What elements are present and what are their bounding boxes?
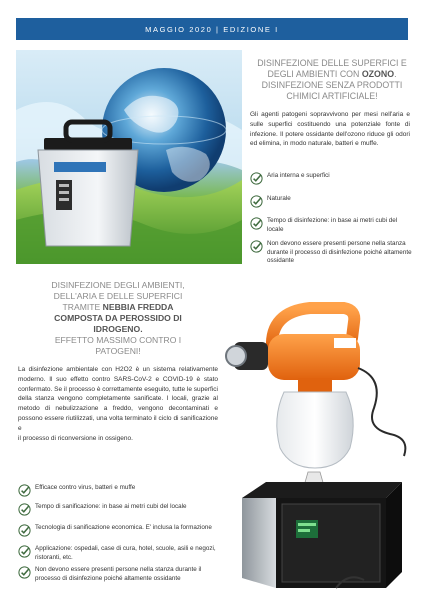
ozone-check-text: Aria interna e superfici xyxy=(267,172,330,179)
ozone-title-line3: DISINFEZIONE SENZA PRODOTTI xyxy=(261,80,403,90)
checkmark-circle-icon xyxy=(18,503,31,516)
checkmark-circle-icon xyxy=(18,524,31,537)
fog-check-item xyxy=(18,524,218,537)
ozone-check-text: Tempo di disinfezione: in base ai metri cubi del locale xyxy=(267,217,398,233)
checkmark-circle-icon xyxy=(18,545,31,558)
ozone-check-item xyxy=(250,195,412,208)
fog-title-line1: DISINFEZIONE DEGLI AMBIENTI, xyxy=(51,280,185,290)
ozone-title-line2-pre: DEGLI AMBIENTI CON xyxy=(267,69,362,79)
ozone-title-highlight: OZONO xyxy=(361,69,395,79)
ozone-hero-image xyxy=(16,50,242,264)
checkmark-circle-icon xyxy=(18,484,31,497)
ozone-check-item xyxy=(250,217,412,234)
fog-title-line3-pre: TRAMITE xyxy=(62,302,103,312)
checkmark-circle-icon xyxy=(18,566,31,579)
fog-title-line2: DELL'ARIA E DELLE SUPERFICI xyxy=(53,291,183,301)
ozone-generator xyxy=(38,122,138,246)
cold-fogger-image xyxy=(224,298,414,473)
ozone-title-line2 xyxy=(250,69,414,80)
header-text: MAGGIO 2020 | EDIZIONE I xyxy=(145,24,279,34)
fog-title-highlight: NEBBIA FREDDA xyxy=(102,302,174,312)
fog-check-text: Non devono essere presenti persone nella stanza durante il processo di disinfezione poiché altamente ossidante xyxy=(35,566,202,582)
checkmark-circle-icon xyxy=(250,240,263,253)
fog-check-text: Tecnologia di sanificazione economica. E' inclusa la formazione xyxy=(35,524,212,531)
ozone-title-line2-post: . xyxy=(394,69,397,79)
ozone-section-title xyxy=(250,58,414,102)
fog-check-item xyxy=(18,503,218,516)
sanitizer-machine-image xyxy=(236,468,408,592)
ozone-check-item xyxy=(250,172,412,185)
fog-check-text: Applicazione: ospedali, case di cura, hotel, scuole, asili e negozi, ristoranti, etc. xyxy=(35,545,216,561)
checkmark-circle-icon xyxy=(250,172,263,185)
fog-check-text: Tempo di sanificazione: in base ai metri cubi del locale xyxy=(35,503,187,510)
checkmark-circle-icon xyxy=(250,217,263,230)
ozone-body-text: Gli agenti patogeni sopravvivono per mesi nell'aria e sulle superfici costituendo una potenziale fonte di infezione. Il potere ossidante dell'ozono riduce gli odori ed elimina, in modo naturale, batteri e muffe. xyxy=(250,111,410,148)
fog-title-line6: EFFETTO MASSIMO CONTRO I xyxy=(54,335,182,345)
fog-check-item xyxy=(18,566,218,583)
fog-title-line7: PATOGENI! xyxy=(95,346,141,356)
fog-title-line3 xyxy=(18,302,218,313)
fog-body-paragraph: La disinfezione ambientale con H2O2 è un sistema relativamente moderno. Il suo effetto contro SARS-CoV-2 e COVID-19 è stato confermato. Se il processo è correttamente eseguito, tutte le superfici della stanza vengono completamente sanificate. I locali, grazie al metodo di nebulizzazione a freddo, vengono decontaminati e possono essere riutilizzati, una volta terminato il ciclo di sanificazione e xyxy=(18,366,218,432)
ozone-check-text: Non devono essere presenti persone nella stanza durante il processo di disinfezione poiché altamente ossidante xyxy=(267,240,412,265)
ozone-title-line4: CHIMICI ARTIFICIALE! xyxy=(286,91,378,101)
ozone-check-text: Naturale xyxy=(267,195,291,202)
fog-check-text: Efficace contro virus, batteri e muffe xyxy=(35,484,136,491)
fog-title-line5: IDROGENO. xyxy=(93,324,143,334)
fog-title-line4: COMPOSTA DA PEROSSIDO DI xyxy=(54,313,182,323)
ozone-title-line1: DISINFEZIONE DELLE SUPERFICI E xyxy=(257,58,407,68)
globe-illustration xyxy=(16,50,242,264)
fog-body-text xyxy=(18,365,218,443)
fog-section-title xyxy=(18,280,218,357)
checkmark-circle-icon xyxy=(250,195,263,208)
header-bar xyxy=(16,18,408,40)
fog-check-item xyxy=(18,484,218,497)
fog-check-item xyxy=(18,545,218,562)
ozone-check-item xyxy=(250,240,412,266)
fog-body-last-line: il processo di riconversione in ossigeno. xyxy=(18,434,133,442)
